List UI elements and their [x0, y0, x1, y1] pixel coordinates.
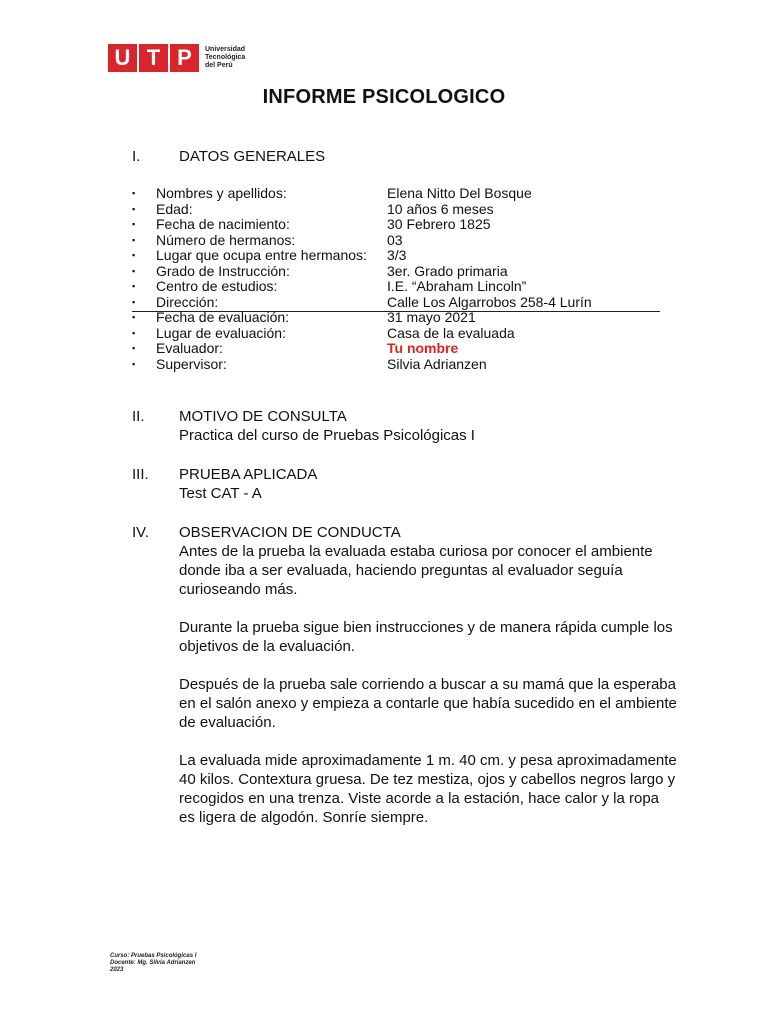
bullet-icon: ▪ [132, 327, 136, 338]
bullet-icon: ▪ [132, 250, 136, 260]
logo-line: Universidad [205, 46, 246, 53]
datos-label: Lugar que ocupa entre hermanos: [156, 247, 367, 263]
datos-value: Silvia Adrianzen [387, 355, 487, 372]
footer-line: Docente: Mg. Silvia Adrianzen [110, 960, 196, 966]
section-number: II. [132, 408, 145, 425]
page-footer [110, 953, 196, 974]
paragraph: Antes de la prueba la evaluada estaba curiosa por conocer el ambiente donde iba a ser evaluada, haciendo preguntas al evaluador seguía curioseando más. [179, 543, 653, 598]
datos-value: 3/3 [387, 247, 407, 263]
paragraph: La evaluada mide aproximadamente 1 m. 40 cm. y pesa aproximadamente 40 kilos. Contextura gruesa. De tez mestiza, ojos y cabellos negros largo y recogidos en una trenza. Viste acorde a la estación, hace calor y la ropa es ligera de algodón. Sonríe siempre. [179, 752, 677, 826]
datos-label: Nombres y apellidos: [156, 185, 287, 201]
paragraph: Durante la prueba sigue bien instrucciones y de manera rápida cumple los objetivos de la evaluación. [179, 619, 673, 655]
datos-label: Número de hermanos: [156, 231, 296, 248]
datos-value: 3er. Grado primaria [387, 262, 508, 279]
datos-label: Evaluador: [156, 340, 223, 356]
bullet-icon: ▪ [132, 312, 136, 322]
paragraph: Después de la prueba sale corriendo a buscar a su mamá que la esperaba en el salón anexo y empieza a contarle que había sucedido en el ambiente de evaluación. [179, 676, 677, 731]
document-title: INFORME PSICOLOGICO [262, 86, 506, 108]
datos-label: Fecha de evaluación: [156, 309, 290, 325]
bullet-icon: ▪ [132, 265, 136, 276]
datos-label: Lugar de evaluación: [156, 324, 286, 341]
footer-line: Curso: Pruebas Psicológicas I [110, 953, 197, 959]
bullet-icon: ▪ [132, 203, 136, 214]
section-heading: OBSERVACION DE CONDUCTA [179, 524, 401, 541]
logo-letter-p: P [177, 45, 192, 70]
section-body [179, 542, 679, 846]
logo-letter-t: T [139, 44, 170, 72]
datos-value: 03 [387, 231, 403, 248]
logo-line: Tecnológica [205, 54, 246, 61]
datos-label: Supervisor: [156, 355, 227, 372]
utp-logo [108, 44, 245, 72]
section-heading: PRUEBA APLICADA [179, 466, 318, 483]
datos-value: 10 años 6 meses [387, 200, 494, 217]
section-number: III. [132, 466, 149, 483]
datos-value: I.E. “Abraham Lincoln” [387, 278, 527, 294]
bullet-icon: ▪ [132, 343, 136, 353]
divider-line [132, 311, 660, 312]
datos-value: Calle Los Algarrobos 258-4 Lurín [387, 293, 592, 310]
section-text: Practica del curso de Pruebas Psicológicas I [179, 427, 475, 444]
datos-value: Tu nombre [387, 340, 459, 356]
datos-label: Fecha de nacimiento: [156, 216, 290, 232]
section-number: IV. [132, 524, 149, 541]
section-heading: MOTIVO DE CONSULTA [179, 408, 347, 425]
datos-label: Edad: [156, 200, 193, 217]
logo-university-name [205, 46, 245, 70]
datos-value: Elena Nitto Del Bosque [387, 185, 532, 201]
section-text: Test CAT - A [179, 485, 262, 502]
datos-value: 31 mayo 2021 [387, 309, 476, 325]
logo-line: del Perú [205, 62, 233, 69]
bullet-icon: ▪ [132, 234, 136, 245]
logo-letter-u: U [108, 44, 139, 72]
footer-line: 2023 [110, 967, 124, 973]
bullet-icon: ▪ [132, 281, 136, 291]
datos-value: Casa de la evaluada [387, 324, 515, 341]
datos-value: 30 Febrero 1825 [387, 216, 491, 232]
bullet-icon: ▪ [132, 296, 136, 307]
bullet-icon: ▪ [132, 188, 136, 198]
section-heading: DATOS GENERALES [179, 148, 326, 165]
datos-label: Centro de estudios: [156, 278, 278, 294]
datos-label: Grado de Instrucción: [156, 262, 290, 279]
bullet-icon: ▪ [132, 358, 136, 369]
utp-letters [108, 44, 199, 72]
datos-label: Dirección: [156, 293, 219, 310]
bullet-icon: ▪ [132, 219, 136, 229]
section-number: I. [132, 148, 141, 165]
